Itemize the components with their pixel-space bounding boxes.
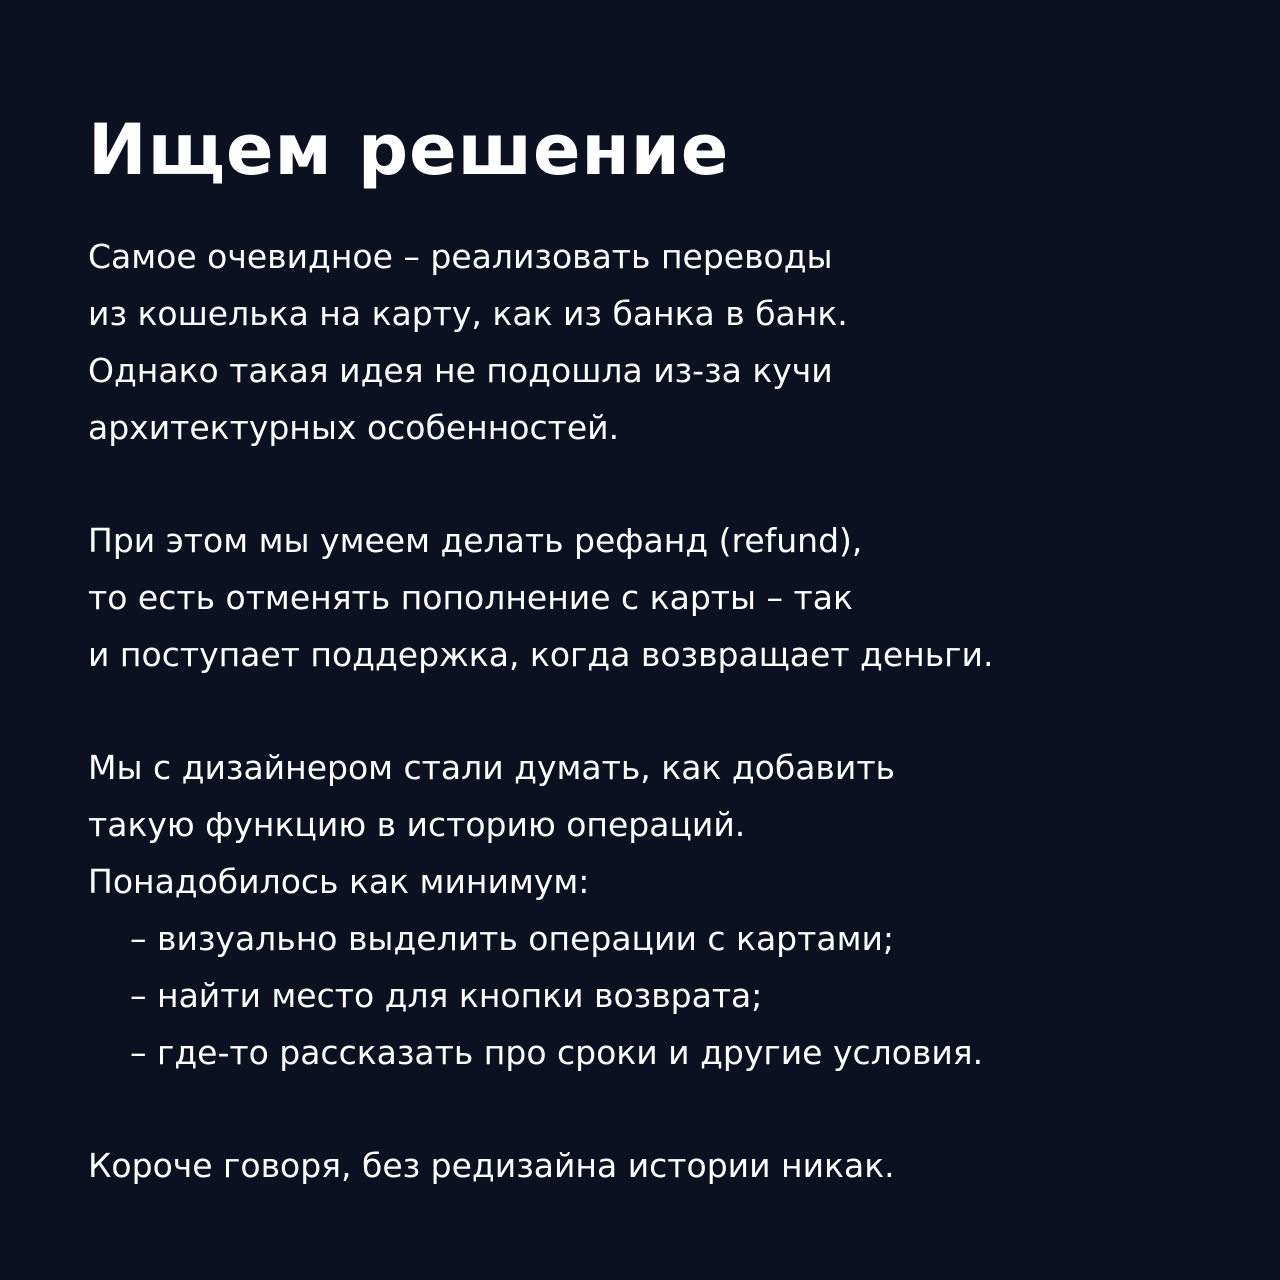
paragraph-line: Мы с дизайнером стали думать, как добавить [88, 748, 895, 787]
paragraph-requirements [88, 739, 1238, 1081]
paragraph-line: архитектурных особенностей. [88, 408, 620, 447]
list-item: – найти место для кнопки возврата; [130, 976, 763, 1015]
paragraph-line: Однако такая идея не подошла из-за кучи [88, 351, 833, 390]
paragraph-line: Самое очевидное – реализовать переводы [88, 237, 833, 276]
list-item: – визуально выделить операции с картами; [130, 919, 895, 958]
slide [88, 108, 1238, 1250]
paragraph-line: и поступает поддержка, когда возвращает деньги. [88, 635, 994, 674]
paragraph-obvious-solution [88, 228, 1238, 456]
paragraph-line: Понадобилось как минимум: [88, 862, 590, 901]
paragraph-line: из кошелька на карту, как из банка в банк. [88, 294, 848, 333]
paragraph-line: Короче говоря, без редизайна истории никак. [88, 1146, 895, 1185]
paragraph-line: такую функцию в историю операций. [88, 805, 746, 844]
slide-title: Ищем решение [88, 109, 730, 191]
paragraph-refund [88, 512, 1238, 683]
paragraph-line: При этом мы умеем делать рефанд (refund), [88, 521, 863, 560]
paragraph-conclusion [88, 1137, 1238, 1194]
list-item: – где-то рассказать про сроки и другие условия. [130, 1033, 984, 1072]
paragraph-line: то есть отменять пополнение с карты – так [88, 578, 853, 617]
